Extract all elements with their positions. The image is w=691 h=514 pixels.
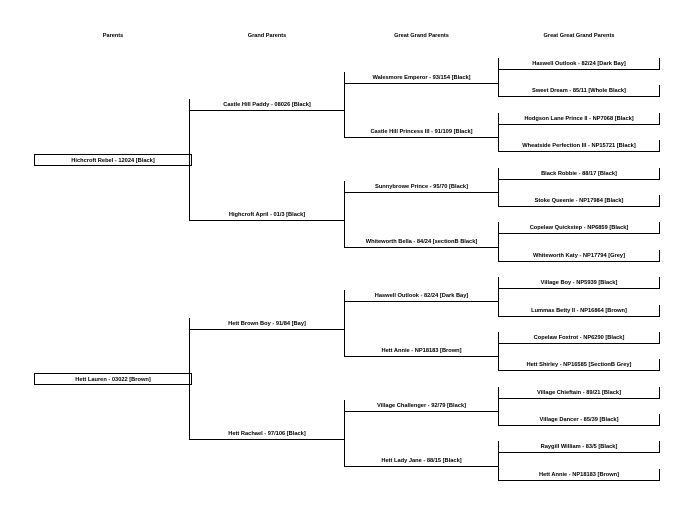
- great-great-grand-parent-box: Village Chieftain - 89/21 [Black]: [498, 387, 660, 399]
- great-great-grand-parent-box: Village Boy - NP5939 [Black]: [498, 277, 660, 289]
- great-grand-parent-box: Sunnybrowe Prince - 95/70 [Black]: [344, 181, 499, 193]
- header-great-grand-parents: Great Grand Parents: [394, 33, 449, 39]
- grand-parent-box: Hett Brown Boy - 91/84 [Bay]: [189, 318, 345, 330]
- great-grand-parent-box: Village Challenger - 92/79 [Black]: [344, 400, 499, 412]
- parent-box: Hichcroft Rebel - 12024 [Black]: [34, 154, 192, 166]
- great-great-grand-parent-box: Village Dancer - 85/39 [Black]: [498, 414, 660, 426]
- great-great-grand-parent-box: Haswell Outlook - 82/24 [Dark Bay]: [498, 58, 660, 70]
- header-grand-parents: Grand Parents: [247, 33, 287, 39]
- parent-box: Hett Lauren - 03022 [Brown]: [34, 373, 192, 385]
- great-great-grand-parent-box: Wheatside Perfection III - NP15721 [Black]: [498, 140, 660, 152]
- great-grand-parent-box: Whiteworth Bella - 84/24 [sectionB Black]: [344, 236, 499, 248]
- great-great-grand-parent-box: Sweet Dream - 85/11 [Whole Black]: [498, 85, 660, 97]
- great-great-grand-parent-box: Copelaw Quickstep - NP6859 [Black]: [498, 222, 660, 234]
- grand-parent-box: Highcroft April - 01/3 [Black]: [189, 209, 345, 221]
- header-great-great-grand-parents: Great Great Grand Parents: [543, 33, 615, 39]
- great-grand-parent-box: Hett Lady Jane - 88/15 [Black]: [344, 455, 499, 467]
- great-grand-parent-box: Hett Annie - NP18183 [Brown]: [344, 345, 499, 357]
- grand-parent-box: Hett Rachael - 97/106 [Black]: [189, 428, 345, 440]
- great-grand-parent-box: Castle Hill Princess III - 91/109 [Black]: [344, 126, 499, 138]
- header-parents: Parents: [102, 33, 124, 39]
- great-great-grand-parent-box: Hett Shirley - NP16585 [SectionB Grey]: [498, 359, 660, 371]
- great-great-grand-parent-box: Hett Annie - NP18183 [Brown]: [498, 469, 660, 481]
- great-great-grand-parent-box: Whiteworth Katy - NP17794 [Grey]: [498, 250, 660, 262]
- great-great-grand-parent-box: Raygill William - 83/5 [Black]: [498, 441, 660, 453]
- great-great-grand-parent-box: Lummas Betty II - NP16864 [Brown]: [498, 305, 660, 317]
- great-grand-parent-box: Haswell Outlook - 82/24 [Dark Bay]: [344, 290, 499, 302]
- grand-parent-box: Castle Hill Paddy - 08026 [Black]: [189, 99, 345, 111]
- great-great-grand-parent-box: Hodgson Lane Prince II - NP7068 [Black]: [498, 113, 660, 125]
- great-grand-parent-box: Walesmore Emperor - 93/154 [Black]: [344, 72, 499, 84]
- great-great-grand-parent-box: Copelaw Foxtrot - NP6290 [Black]: [498, 332, 660, 344]
- great-great-grand-parent-box: Stoke Queenie - NP17984 [Black]: [498, 195, 660, 207]
- great-great-grand-parent-box: Black Robbie - 88/17 [Black]: [498, 168, 660, 180]
